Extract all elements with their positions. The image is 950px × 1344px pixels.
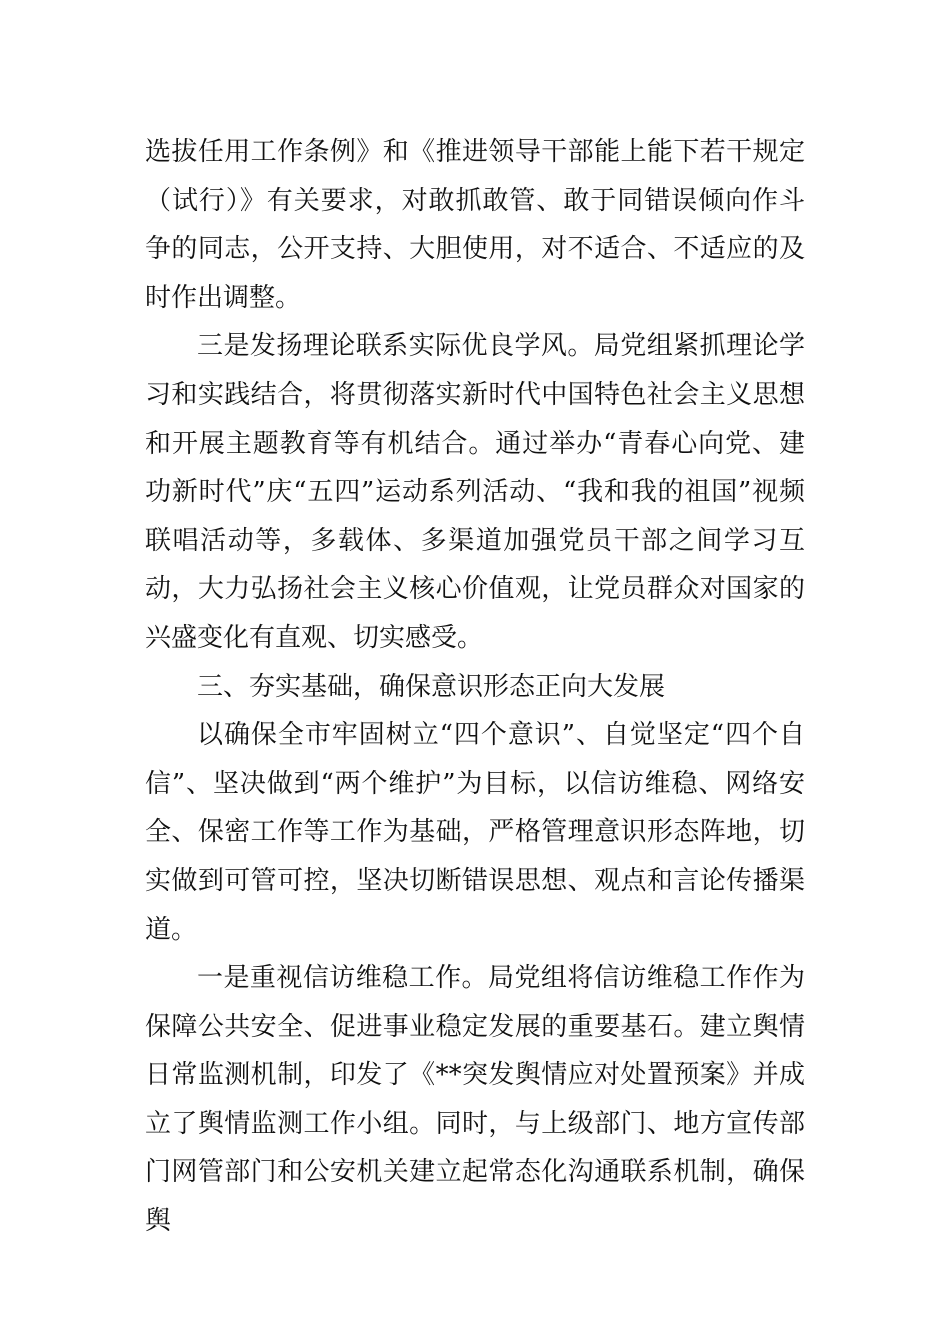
paragraph-continuation: 选拔任用工作条例》和《推进领导干部能上能下若干规定（试行）》有关要求，对敢抓敢管、敢于同错误倾向作斗争的同志，公开支持、大胆使用，对不适合、不适应的及时作出调整。 xyxy=(145,137,805,313)
section-heading: 三、夯实基础，确保意识形态正向大发展 xyxy=(197,671,666,702)
paragraph-section-intro: 以确保全市牢固树立“四个意识”、自觉坚定“四个自信”、坚决做到“两个维护”为目标，以信访维稳、网络安全、保密工作等工作为基础，严格管理意识形态阵地，切实做到可管可控，坚决切断错误思想、观点和言论传播渠道。 xyxy=(145,720,805,945)
document-body xyxy=(145,128,805,1246)
paragraph-study-style: 三是发扬理论联系实际优良学风。局党组紧抓理论学习和实践结合，将贯彻落实新时代中国特色社会主义思想和开展主题教育等有机结合。通过举办“青春心向党、建功新时代”庆“五四”运动系列活动、“我和我的祖国”视频联唱活动等，多载体、多渠道加强党员干部之间学习互动，大力弘扬社会主义核心价值观，让党员群众对国家的兴盛变化有直观、切实感受。 xyxy=(145,331,805,653)
paragraph-petition-work: 一是重视信访维稳工作。局党组将信访维稳工作作为保障公共安全、促进事业稳定发展的重要基石。建立舆情日常监测机制，印发了《**突发舆情应对处置预案》并成立了舆情监测工作小组。同时，与上级部门、地方宣传部门网管部门和公安机关建立起常态化沟通联系机制，确保舆 xyxy=(145,963,805,1237)
